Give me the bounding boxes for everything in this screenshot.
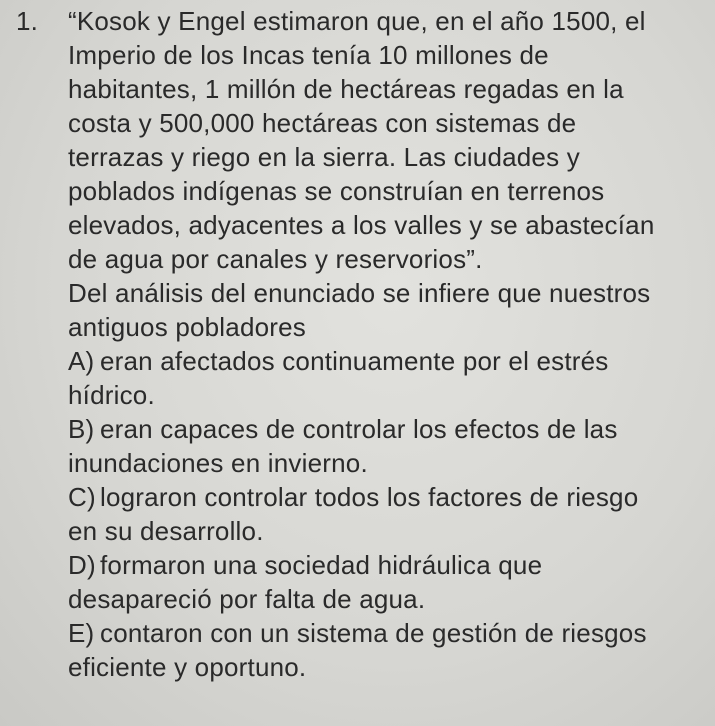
option-text: eran afectados continuamente por el estrés [100, 346, 609, 376]
option-text: lograron controlar todos los factores de riesgo [100, 482, 639, 512]
option-letter: A) [68, 346, 95, 376]
stem-line: costa y 500,000 hectáreas con sistemas de [68, 108, 577, 138]
option-text: formaron una sociedad hidráulica que [100, 550, 543, 580]
option-text-continued: eficiente y oportuno. [68, 652, 307, 682]
stem-line: antiguos pobladores [68, 312, 306, 342]
stem-line: de agua por canales y reservorios”. [68, 244, 483, 274]
question-stem [68, 4, 708, 344]
option-d [68, 548, 708, 616]
option-b [68, 412, 708, 480]
stem-line: habitantes, 1 millón de hectáreas regadas en la [68, 74, 624, 104]
question-number: 1. [16, 6, 39, 36]
option-letter: C) [68, 482, 96, 512]
option-text-continued: desapareció por falta de agua. [68, 584, 426, 614]
stem-line: Imperio de los Incas tenía 10 millones de [68, 40, 549, 70]
option-e [68, 616, 708, 684]
question-content [68, 4, 708, 684]
option-letter: E) [68, 618, 95, 648]
option-text-continued: inundaciones en invierno. [68, 448, 368, 478]
option-text: eran capaces de controlar los efectos de las [100, 414, 618, 444]
stem-line: “Kosok y Engel estimaron que, en el año 1500, el [68, 6, 646, 36]
option-c [68, 480, 708, 548]
option-a [68, 344, 708, 412]
stem-line: terrazas y riego en la sierra. Las ciudades y [68, 142, 580, 172]
option-text-continued: en su desarrollo. [68, 516, 264, 546]
stem-line: elevados, adyacentes a los valles y se abastecían [68, 210, 655, 240]
option-text: contaron con un sistema de gestión de riesgos [100, 618, 647, 648]
option-letter: D) [68, 550, 96, 580]
stem-line: Del análisis del enunciado se infiere que nuestros [68, 278, 651, 308]
stem-line: poblados indígenas se construían en terrenos [68, 176, 605, 206]
option-letter: B) [68, 414, 95, 444]
option-text-continued: hídrico. [68, 380, 155, 410]
answer-options [68, 344, 708, 684]
